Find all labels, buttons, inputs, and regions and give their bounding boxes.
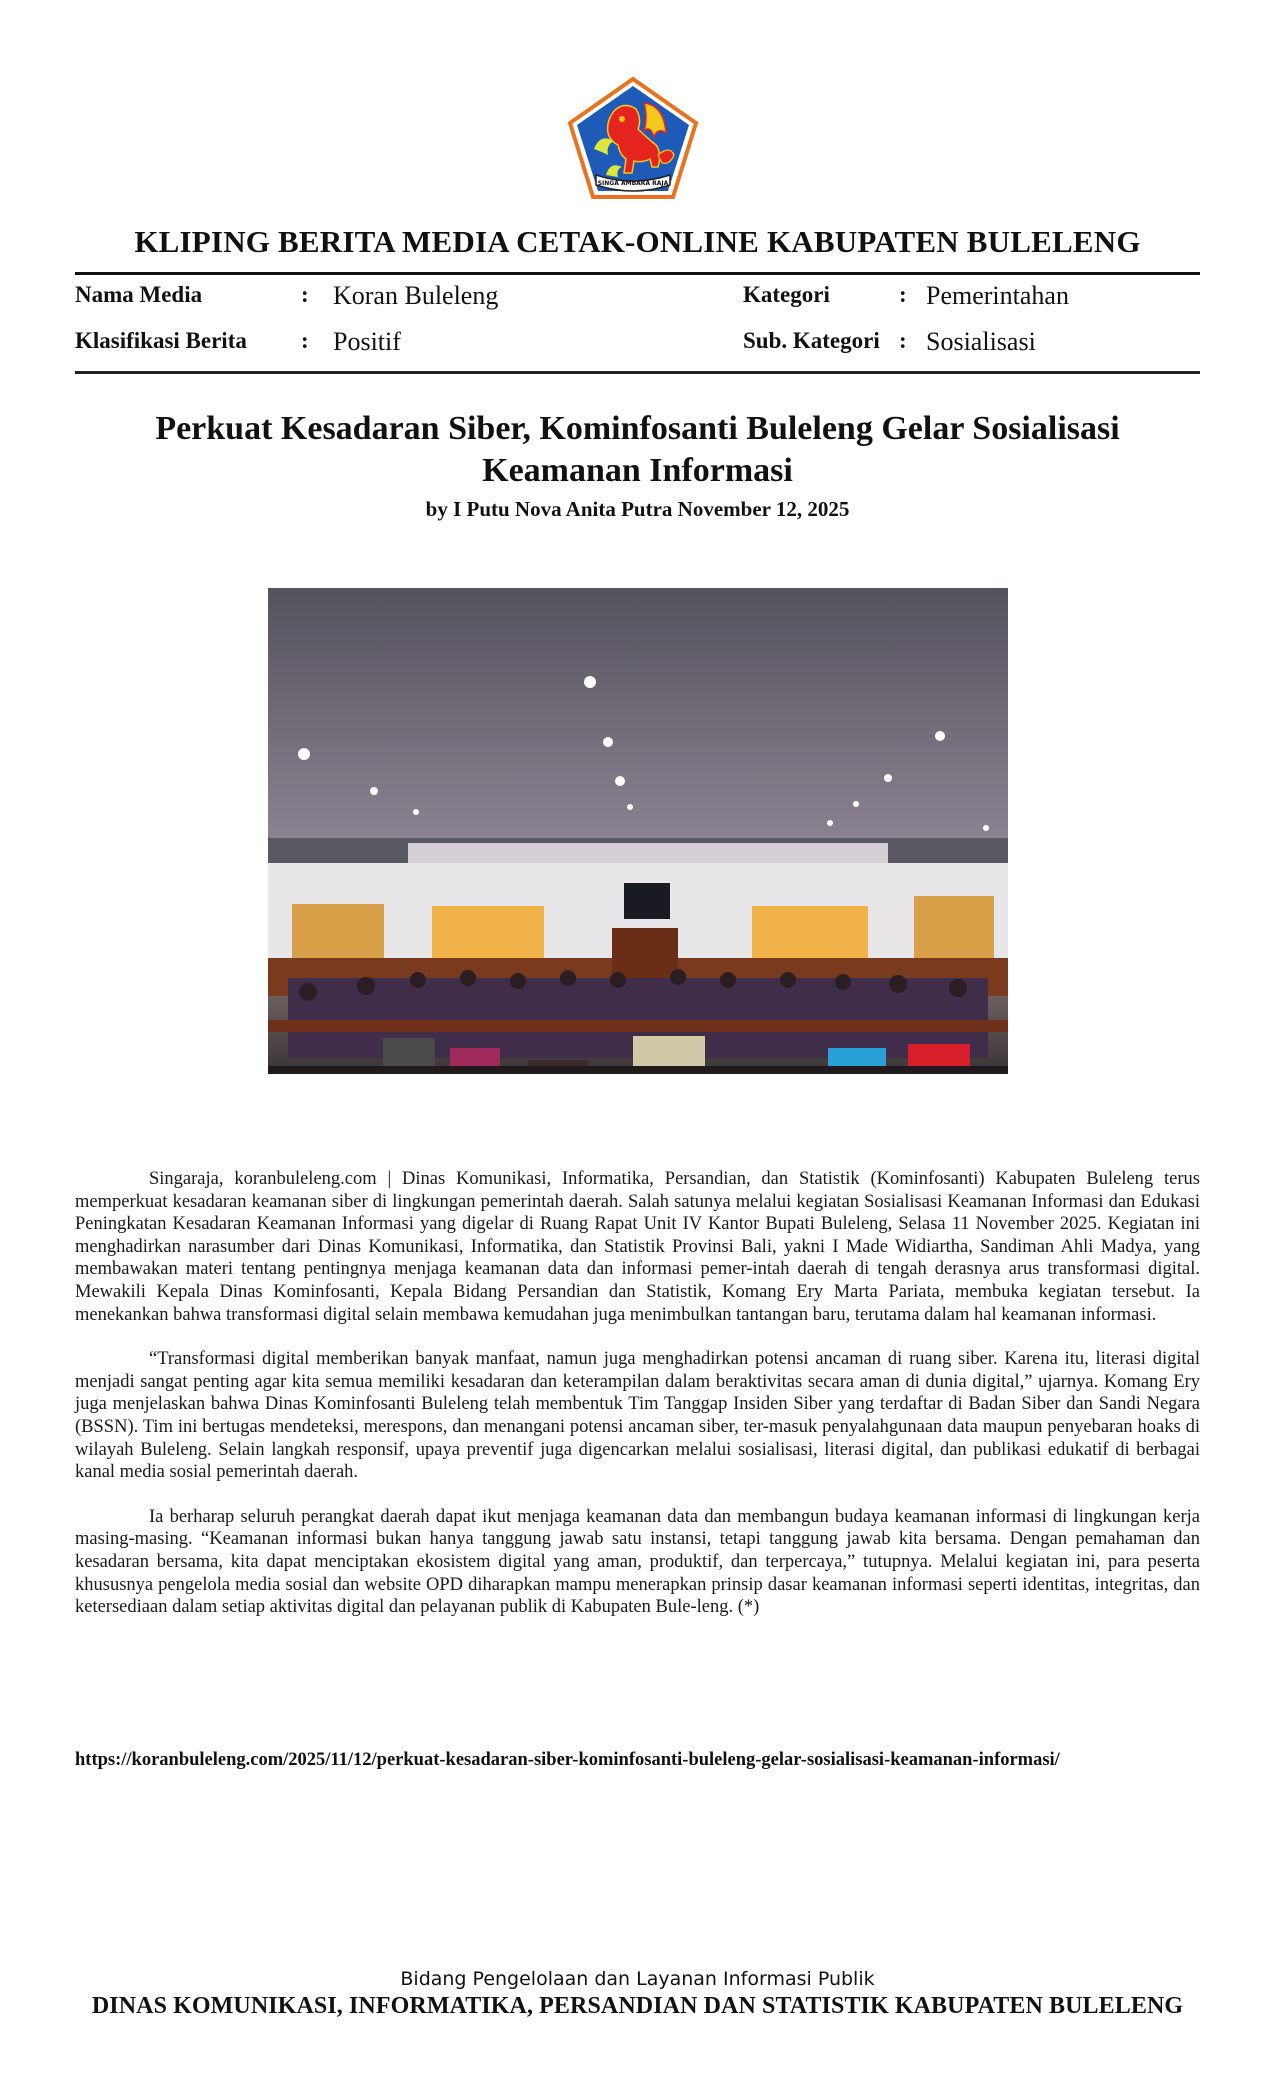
kategori-label: Kategori [743, 282, 830, 307]
sub-kategori-value: Sosialisasi [926, 327, 1036, 356]
headline-line-1: Perkuat Kesadaran Siber, Kominfosanti Buleleng Gelar Sosialisasi [155, 410, 1120, 447]
divider-bottom [75, 371, 1200, 374]
paragraph-2: “Transformasi digital memberikan banyak manfaat, namun juga menghadirkan potensi ancaman di ruang siber. Karena itu, literasi digital menjadi sangat penting agar kita semua memiliki kesadaran dan keterampilan dalam beraktivitas secara aman di dunia digital,” ujarnya. Komang Ery juga menjelaskan bahwa Dinas Kominfosanti Buleleng telah membentuk Tim Tanggap Insiden Siber yang terdaftar di Badan Siber dan Sandi Negara (BSSN). Tim ini bertugas mendeteksi, merespons, dan menangani potensi ancaman siber, ter-masuk penyalahgunaan data maupun penyebaran hoaks di wilayah Buleleng. Selain langkah responsif, upaya preventif juga digencarkan melalui sosialisasi, literasi digital, dan publikasi edukatif di berbagai kanal media sosial pemerintah daerah. [75, 1349, 1200, 1483]
article-body [75, 1168, 1200, 1641]
headline-line-2: Keamanan Informasi [482, 452, 793, 489]
nama-media-label: Nama Media [75, 282, 203, 307]
klasifikasi-berita-colon: : [301, 328, 309, 353]
klasifikasi-berita-value: Positif [333, 327, 401, 356]
article-byline: by I Putu Nova Anita Putra November 12, 2025 [425, 497, 850, 521]
footer-subtitle: Bidang Pengelolaan dan Layanan Informasi Publik [400, 1968, 875, 1990]
paragraph-3: Ia berharap seluruh perangkat daerah dapat ikut menjaga keamanan data dan membangun budaya keamanan informasi di lingkungan kerja masing-masing. “Keamanan informasi bukan hanya tanggung jawab satu instansi, tetapi tanggung jawab kita bersama. Dengan pemahaman dan kesadaran bersama, kita dapat menciptakan ekosistem digital yang aman, produktif, dan terpercaya,” tutupnya. Melalui kegiatan ini, para peserta khususnya pengelola media sosial dan website OPD diharapkan mampu menerapkan prinsip dasar keamanan informasi seperti identitas, integritas, dan ketersediaan dalam setiap aktivitas digital dan pelayanan publik di Kabupaten Bule-leng. (*) [75, 1506, 1200, 1618]
article-headline [100, 408, 1175, 492]
crest-motto: SINGA AMBARA RAJA [597, 180, 669, 187]
divider-top [75, 272, 1200, 275]
nama-media-value: Koran Buleleng [333, 281, 499, 310]
kategori-value: Pemerintahan [926, 281, 1069, 310]
footer-title: DINAS KOMUNIKASI, INFORMATIKA, PERSANDIAN DAN STATISTIK KABUPATEN BULELENG [91, 1993, 1184, 2019]
paragraph-1: Singaraja, koranbuleleng.com | Dinas Komunikasi, Informatika, Persandian, dan Statistik (Kominfosanti) Kabupaten Buleleng terus memperkuat kesadaran keamanan siber di lingkungan pemerintah daerah. Salah satunya melalui kegiatan Sosialisasi Keamanan Informasi dan Edukasi Peningkatan Kesadaran Keamanan Informasi yang digelar di Ruang Rapat Unit IV Kantor Bupati Buleleng, Selasa 11 November 2025. Kegiatan ini menghadirkan narasumber dari Dinas Komunikasi, Informatika, dan Statistik Provinsi Bali, yakni I Made Widiartha, Sandiman Ahli Madya, yang membawakan materi tentang pentingnya menjaga keamanan data dan informasi pemer-intah daerah di tengah derasnya arus transformasi digital. Mewakili Kepala Dinas Kominfosanti, Kepala Bidang Persandian dan Statistik, Komang Ery Marta Pariata, membuka kegiatan tersebut. Ia menekankan bahwa transformasi digital selain membawa kemudahan juga menimbulkan tantangan baru, terutama dalam hal keamanan informasi. [75, 1169, 1200, 1325]
nama-media-colon: : [301, 282, 309, 307]
kabupaten-buleleng-crest-icon [566, 75, 700, 201]
source-url-link[interactable]: https://koranbuleleng.com/2025/11/12/perkuat-kesadaran-siber-kominfosanti-buleleng-gelar-sosialisasi-keamanan-informasi/ [75, 1750, 1060, 1770]
sub-kategori-colon: : [899, 328, 907, 353]
clipping-title: KLIPING BERITA MEDIA CETAK-ONLINE KABUPATEN BULELENG [134, 224, 1141, 259]
sub-kategori-label: Sub. Kategori [743, 328, 880, 353]
article-photo [268, 588, 1008, 1074]
klasifikasi-berita-label: Klasifikasi Berita [75, 328, 247, 353]
kategori-colon: : [899, 282, 907, 307]
